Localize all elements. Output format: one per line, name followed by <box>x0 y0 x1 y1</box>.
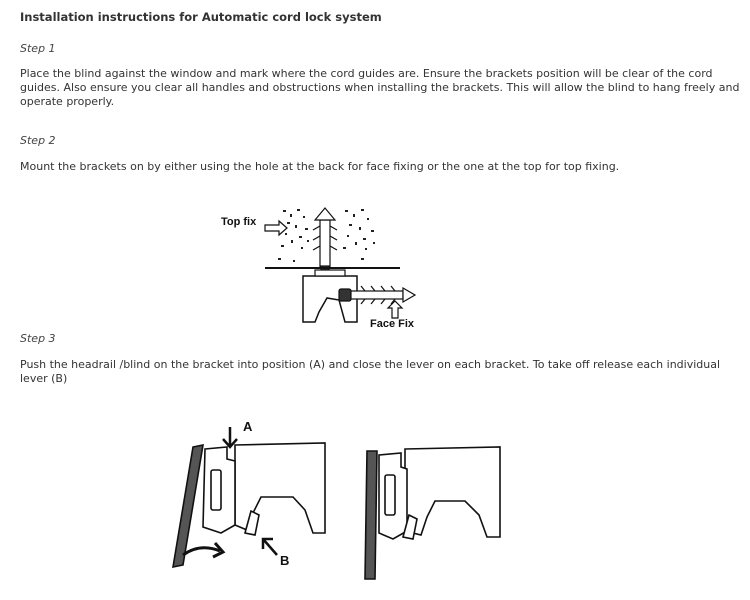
step-3-heading: Step 3 <box>20 332 56 345</box>
step-2-heading: Step 2 <box>20 134 56 147</box>
release-curve-arrow <box>183 548 220 555</box>
arrow-a <box>223 427 237 447</box>
right-bracket-figure <box>365 447 500 579</box>
vertical-wall-plug <box>313 208 337 274</box>
arrow-b <box>263 539 277 555</box>
step-3-text: Push the headrail /blind on the bracket into position (A) and close the lever on each bracket. To take off release each individual lever (B) <box>20 358 721 385</box>
face-fix-arrow <box>388 301 402 318</box>
top-fix-arrow <box>265 221 287 235</box>
step-1-text: Place the blind against the window and mark where the cord guides are. Ensure the brackets position will be clear of the cord guides. Also ensure you clear all handles and obstructions when installing the brackets. This will allow the blind to hang freely and operate properly. <box>20 67 740 108</box>
label-a: A <box>243 419 253 434</box>
step-2-text: Mount the brackets on by either using the hole at the back for face fixing or the one at the top for top fixing. <box>20 160 620 173</box>
face-fix-label: Face Fix <box>370 318 415 330</box>
page-title: Installation instructions for Automatic cord lock system <box>20 10 382 24</box>
label-b: B <box>280 553 290 568</box>
bracket-mounting-diagram <box>215 200 430 335</box>
step-1-heading: Step 1 <box>20 42 56 55</box>
horizontal-wall-plug <box>339 286 415 304</box>
top-fix-label: Top fix <box>221 216 257 228</box>
headrail-fitting-diagram <box>165 415 505 585</box>
bracket-top-lip <box>315 270 345 276</box>
